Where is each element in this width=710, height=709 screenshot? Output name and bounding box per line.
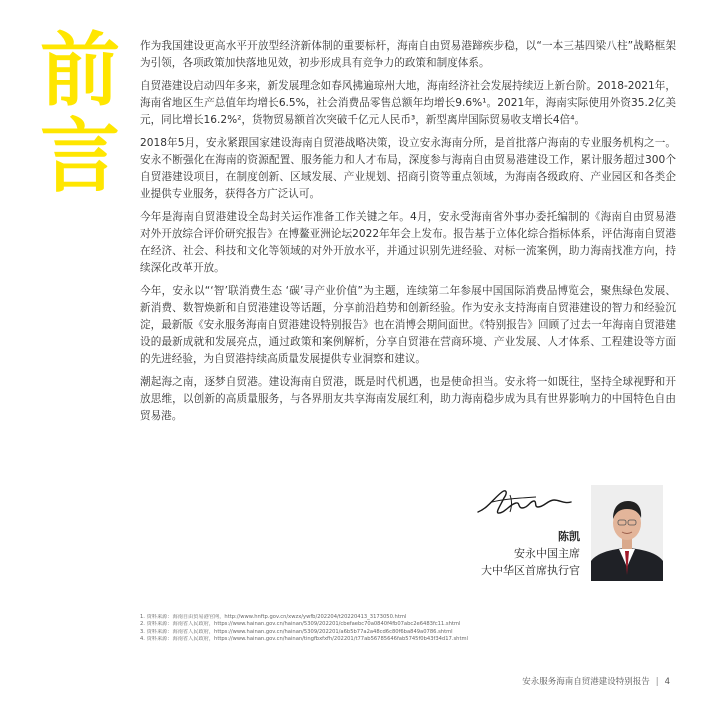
paragraph-3: 2018年5月，安永紧跟国家建设海南自贸港战略决策，设立安永海南分所，是首批落户海南的专业服务机构之一。安永不断强化在海南的资源配置、服务能力和人才布局，深度参与海南自由贸易港建设工作，累计服务超过300个自贸港建设项目，在制度创新、区域发展、产业规划、招商引资等重点领域，为海南各级政府、产业园区和各类企业提供专业服务，获得各方广泛认可。 [140,137,676,200]
title-char-2: 言 [40,110,120,203]
author-photo [591,485,663,581]
paragraph-6: 潮起海之南，逐梦自贸港。建设海南自贸港，既是时代机遇，也是使命担当。安永将一如既往，坚持全球视野和开放思维，以创新的高质量服务，与各界朋友共享海南发展红利，助力海南稳步成为具有世界影响力的中国特色自由贸易港。 [140,376,676,422]
footnote-1: 1. 资料来源：海南自由贸易港官网，http://www.hnftp.gov.cn/xwzx/ywfb/202204/t20220413_3173050.html [140,614,407,620]
footnotes [140,614,680,644]
author-block [481,528,580,579]
author-title-2: 大中华区首席执行官 [481,564,580,577]
footnote-2: 2. 资料来源：海南省人民政府，https://www.hainan.gov.cn/hainan/5309/202201/cbefaebc70a0840f4fb07abc2e6483fc11.shtml [140,621,461,628]
handwritten-signature [474,486,574,520]
page-footer [522,675,670,687]
paragraph-2: 自贸港建设启动四年多来，新发展理念如春风拂遍琼州大地，海南经济社会发展持续迈上新台阶。2018-2021年，海南省地区生产总值年均增长6.5%，社会消费品零售总额年均增长9.6%¹。2021年，海南实际使用外资35.2亿美元，同比增长16.2%²，货物贸易额首次突破千亿元人民币³，新型离岸国际贸易收支增长4倍⁴。 [140,80,676,126]
preface-body [140,38,676,431]
footnote-4: 4. 资料来源：海南省人民政府，https://www.hainan.gov.cn/hainan/tingfbxfxfh/202201/t77ab56785646fab5745f0b43f34d17.shtml [140,636,468,643]
author-name: 陈凯 [558,530,580,543]
page-number: 4 [664,677,670,687]
title-char-1: 前 [40,24,120,117]
paragraph-1: 作为我国建设更高水平开放型经济新体制的重要标杆，海南自由贸易港蹄疾步稳，以“一本三基四梁八柱”战略框架为引领，各项政策加快落地见效，初步形成具有竞争力的政策和制度体系。 [140,40,676,69]
footnote-3: 3. 资料来源：海南省人民政府，https://www.hainan.gov.cn/hainan/5309/202201/a6b5b77a2a48cd6c80f6ba849a0786.shtml [140,628,453,635]
paragraph-5: 今年，安永以“‘智’联消费生态 ‘碳’寻产业价值”为主题，连续第二年参展中国国际消费品博览会，聚焦绿色发展、新消费、数智焕新和自贸港建设等话题，分享前沿趋势和创新经验。作为安永支持海南自贸港建设的智力和经验沉淀，最新版《安永服务海南自贸港建设特别报告》也在消博会期间面世。《特别报告》回顾了过去一年海南自贸港建设的最新成就和发展亮点，通过政策和案例解析，分享自贸港在营商环境、产业发展、人才体系、工程建设等方面的先进经验，为自贸港持续高质量发展提供专业洞察和建议。 [140,285,676,365]
paragraph-4: 今年是海南自贸港建设全岛封关运作准备工作关键之年。4月，安永受海南省外事办委托编制的《海南自由贸易港对外开放综合评价研究报告》在博鳌亚洲论坛2022年年会上发布。报告基于立体化综合指标体系，评估海南自贸港在经济、社会、科技和文化等领域的对外开放水平，并通过识别先进经验、对标一流案例，助力海南找准方向，持续深化改革开放。 [140,211,676,274]
footer-report-title: 安永服务海南自贸港建设特别报告 [522,677,650,687]
author-title-1: 安永中国主席 [514,547,580,560]
footer-separator: | [655,677,659,687]
